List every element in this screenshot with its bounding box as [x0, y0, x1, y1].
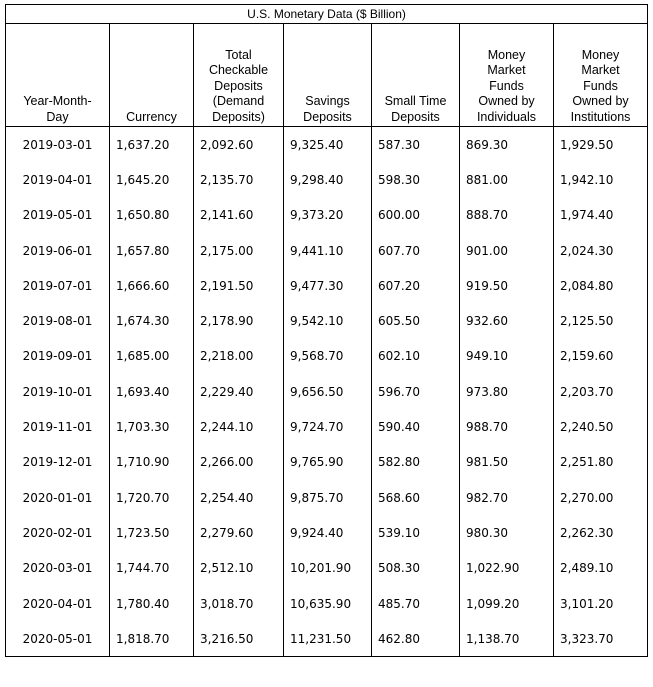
row-value-cell: 2,244.10 — [194, 409, 284, 444]
row-value-cell: 1,942.10 — [554, 162, 648, 197]
row-value-cell: 980.30 — [460, 515, 554, 550]
row-value-cell: 1,657.80 — [110, 233, 194, 268]
row-date-cell: 2020-01-01 — [6, 480, 110, 515]
table-row — [6, 127, 648, 163]
monetary-data-table — [5, 4, 648, 657]
row-value-cell: 1,099.20 — [460, 586, 554, 621]
row-value-cell: 3,101.20 — [554, 586, 648, 621]
row-value-cell: 9,325.40 — [284, 127, 372, 163]
row-date-cell: 2019-11-01 — [6, 409, 110, 444]
table-row — [6, 303, 648, 338]
row-value-cell: 2,240.50 — [554, 409, 648, 444]
row-value-cell: 982.70 — [460, 480, 554, 515]
row-value-cell: 605.50 — [372, 303, 460, 338]
row-value-cell: 600.00 — [372, 198, 460, 233]
row-value-cell: 1,723.50 — [110, 515, 194, 550]
row-value-cell: 1,685.00 — [110, 339, 194, 374]
row-value-cell: 949.10 — [460, 339, 554, 374]
row-value-cell: 1,666.60 — [110, 268, 194, 303]
row-value-cell: 1,720.70 — [110, 480, 194, 515]
row-value-cell: 2,178.90 — [194, 303, 284, 338]
row-value-cell: 869.30 — [460, 127, 554, 163]
row-date-cell: 2019-08-01 — [6, 303, 110, 338]
row-value-cell: 596.70 — [372, 374, 460, 409]
row-value-cell: 2,024.30 — [554, 233, 648, 268]
row-value-cell: 881.00 — [460, 162, 554, 197]
row-value-cell: 981.50 — [460, 445, 554, 480]
row-value-cell: 2,191.50 — [194, 268, 284, 303]
row-value-cell: 485.70 — [372, 586, 460, 621]
row-value-cell: 973.80 — [460, 374, 554, 409]
row-value-cell: 602.10 — [372, 339, 460, 374]
table-row — [6, 162, 648, 197]
row-value-cell: 9,724.70 — [284, 409, 372, 444]
row-value-cell: 568.60 — [372, 480, 460, 515]
row-value-cell: 2,218.00 — [194, 339, 284, 374]
row-value-cell: 988.70 — [460, 409, 554, 444]
table-row — [6, 586, 648, 621]
table-row — [6, 268, 648, 303]
row-value-cell: 10,635.90 — [284, 586, 372, 621]
table-row — [6, 480, 648, 515]
row-value-cell: 1,693.40 — [110, 374, 194, 409]
row-value-cell: 9,441.10 — [284, 233, 372, 268]
header-date: Year-Month- Day — [6, 24, 110, 127]
row-date-cell: 2019-07-01 — [6, 268, 110, 303]
row-value-cell: 2,262.30 — [554, 515, 648, 550]
row-value-cell: 2,266.00 — [194, 445, 284, 480]
row-date-cell: 2019-09-01 — [6, 339, 110, 374]
row-value-cell: 9,542.10 — [284, 303, 372, 338]
row-value-cell: 598.30 — [372, 162, 460, 197]
row-value-cell: 1,974.40 — [554, 198, 648, 233]
row-value-cell: 2,175.00 — [194, 233, 284, 268]
row-value-cell: 582.80 — [372, 445, 460, 480]
row-date-cell: 2020-03-01 — [6, 551, 110, 586]
header-savings-deposits: Savings Deposits — [284, 24, 372, 127]
row-value-cell: 1,703.30 — [110, 409, 194, 444]
row-value-cell: 2,135.70 — [194, 162, 284, 197]
row-value-cell: 9,875.70 — [284, 480, 372, 515]
table-title: U.S. Monetary Data ($ Billion) — [6, 5, 648, 24]
table-row — [6, 551, 648, 586]
row-value-cell: 2,254.40 — [194, 480, 284, 515]
row-value-cell: 462.80 — [372, 621, 460, 657]
row-value-cell: 607.70 — [372, 233, 460, 268]
row-value-cell: 1,138.70 — [460, 621, 554, 657]
table-row — [6, 198, 648, 233]
row-value-cell: 9,924.40 — [284, 515, 372, 550]
row-value-cell: 3,018.70 — [194, 586, 284, 621]
row-value-cell: 9,298.40 — [284, 162, 372, 197]
header-checkable-deposits: Total Checkable Deposits (Demand Deposits) — [194, 24, 284, 127]
row-value-cell: 2,229.40 — [194, 374, 284, 409]
row-value-cell: 1,818.70 — [110, 621, 194, 657]
header-mmf-individuals: Money Market Funds Owned by Individuals — [460, 24, 554, 127]
row-date-cell: 2019-04-01 — [6, 162, 110, 197]
table-row — [6, 445, 648, 480]
row-date-cell: 2019-12-01 — [6, 445, 110, 480]
row-value-cell: 2,512.10 — [194, 551, 284, 586]
row-value-cell: 587.30 — [372, 127, 460, 163]
row-value-cell: 1,645.20 — [110, 162, 194, 197]
table-row — [6, 621, 648, 657]
row-value-cell: 9,568.70 — [284, 339, 372, 374]
row-date-cell: 2019-10-01 — [6, 374, 110, 409]
row-value-cell: 932.60 — [460, 303, 554, 338]
row-value-cell: 2,159.60 — [554, 339, 648, 374]
row-value-cell: 901.00 — [460, 233, 554, 268]
row-value-cell: 1,744.70 — [110, 551, 194, 586]
row-value-cell: 9,765.90 — [284, 445, 372, 480]
row-value-cell: 590.40 — [372, 409, 460, 444]
header-small-time-deposits: Small Time Deposits — [372, 24, 460, 127]
row-value-cell: 2,084.80 — [554, 268, 648, 303]
row-value-cell: 3,323.70 — [554, 621, 648, 657]
row-date-cell: 2020-04-01 — [6, 586, 110, 621]
row-value-cell: 3,216.50 — [194, 621, 284, 657]
table-body — [6, 127, 648, 657]
row-date-cell: 2019-06-01 — [6, 233, 110, 268]
row-value-cell: 919.50 — [460, 268, 554, 303]
row-value-cell: 1,637.20 — [110, 127, 194, 163]
row-value-cell: 9,373.20 — [284, 198, 372, 233]
table-row — [6, 339, 648, 374]
row-value-cell: 888.70 — [460, 198, 554, 233]
row-value-cell: 2,279.60 — [194, 515, 284, 550]
row-value-cell: 1,710.90 — [110, 445, 194, 480]
table-title-row — [6, 5, 648, 24]
table-row — [6, 233, 648, 268]
column-header-row — [6, 24, 648, 127]
row-value-cell: 2,203.70 — [554, 374, 648, 409]
header-currency: Currency — [110, 24, 194, 127]
row-value-cell: 1,650.80 — [110, 198, 194, 233]
row-value-cell: 1,022.90 — [460, 551, 554, 586]
row-date-cell: 2020-02-01 — [6, 515, 110, 550]
row-value-cell: 2,270.00 — [554, 480, 648, 515]
row-value-cell: 1,929.50 — [554, 127, 648, 163]
row-value-cell: 508.30 — [372, 551, 460, 586]
row-date-cell: 2019-05-01 — [6, 198, 110, 233]
row-date-cell: 2020-05-01 — [6, 621, 110, 657]
table-row — [6, 409, 648, 444]
row-value-cell: 2,489.10 — [554, 551, 648, 586]
row-value-cell: 2,141.60 — [194, 198, 284, 233]
row-value-cell: 9,656.50 — [284, 374, 372, 409]
row-value-cell: 9,477.30 — [284, 268, 372, 303]
row-value-cell: 2,125.50 — [554, 303, 648, 338]
row-value-cell: 2,251.80 — [554, 445, 648, 480]
row-value-cell: 11,231.50 — [284, 621, 372, 657]
row-value-cell: 1,674.30 — [110, 303, 194, 338]
table-row — [6, 515, 648, 550]
monetary-data-sheet — [5, 4, 647, 684]
row-value-cell: 607.20 — [372, 268, 460, 303]
row-value-cell: 539.10 — [372, 515, 460, 550]
table-row — [6, 374, 648, 409]
row-value-cell: 2,092.60 — [194, 127, 284, 163]
row-value-cell: 1,780.40 — [110, 586, 194, 621]
row-date-cell: 2019-03-01 — [6, 127, 110, 163]
header-mmf-institutions: Money Market Funds Owned by Institutions — [554, 24, 648, 127]
row-value-cell: 10,201.90 — [284, 551, 372, 586]
